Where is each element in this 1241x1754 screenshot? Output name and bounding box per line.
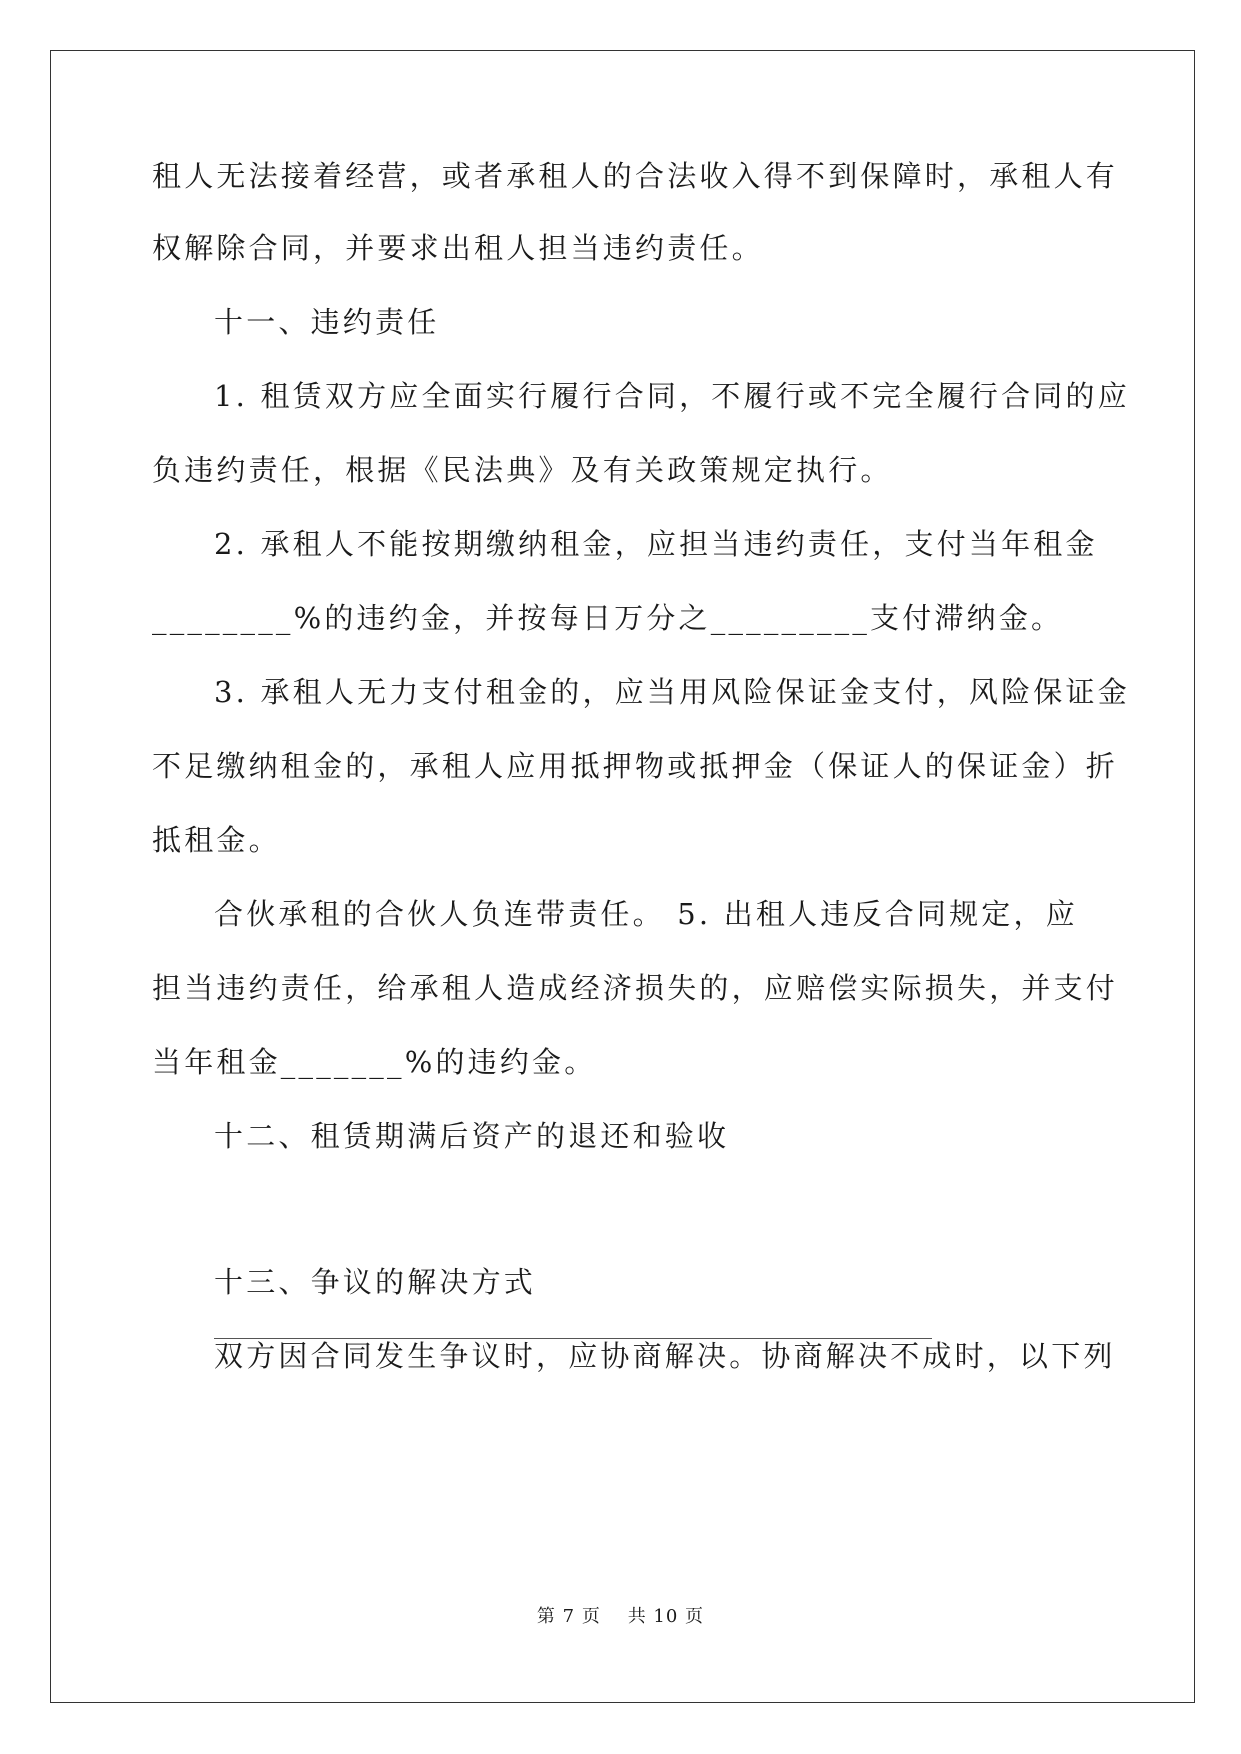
clause-line: 2. 承租人不能按期缴纳租金，应担当违约责任，支付当年租金 xyxy=(214,527,1098,561)
clause-line: 3. 承租人无力支付租金的，应当用风险保证金支付，风险保证金 xyxy=(214,675,1130,709)
clause-line: 合伙承租的合伙人负连带责任。 5. 出租人违反合同规定，应 xyxy=(214,897,1078,931)
clause-line: 不足缴纳租金的，承租人应用抵押物或抵押金（保证人的保证金）折 xyxy=(152,749,1119,783)
paragraph-line: 租人无法接着经营，或者承租人的合法收入得不到保障时，承租人有 xyxy=(152,159,1119,193)
clause-line: 当年租金_______%的违约金。 xyxy=(152,1045,597,1079)
paragraph-line: 双方因合同发生争议时，应协商解决。协商解决不成时，以下列 xyxy=(214,1339,1116,1373)
page-frame xyxy=(50,50,1195,1703)
section-heading: 十二、租赁期满后资产的退还和验收 xyxy=(214,1119,730,1153)
page-number-footer: 第 7 页 共 10 页 xyxy=(536,1606,705,1627)
clause-line: 1. 租赁双方应全面实行履行合同，不履行或不完全履行合同的应 xyxy=(214,379,1130,413)
clause-line: 担当违约责任，给承租人造成经济损失的，应赔偿实际损失，并支付 xyxy=(152,971,1119,1005)
clause-line: 负违约责任，根据《民法典》及有关政策规定执行。 xyxy=(152,453,893,487)
section-heading: 十三、争议的解决方式 xyxy=(214,1265,537,1299)
clause-line: 抵租金。 xyxy=(152,823,281,857)
paragraph-line: 权解除合同，并要求出租人担当违约责任。 xyxy=(152,231,764,265)
section-heading: 十一、违约责任 xyxy=(214,305,440,339)
clause-line: ________%的违约金，并按每日万分之_________支付滞纳金。 xyxy=(152,601,1064,635)
